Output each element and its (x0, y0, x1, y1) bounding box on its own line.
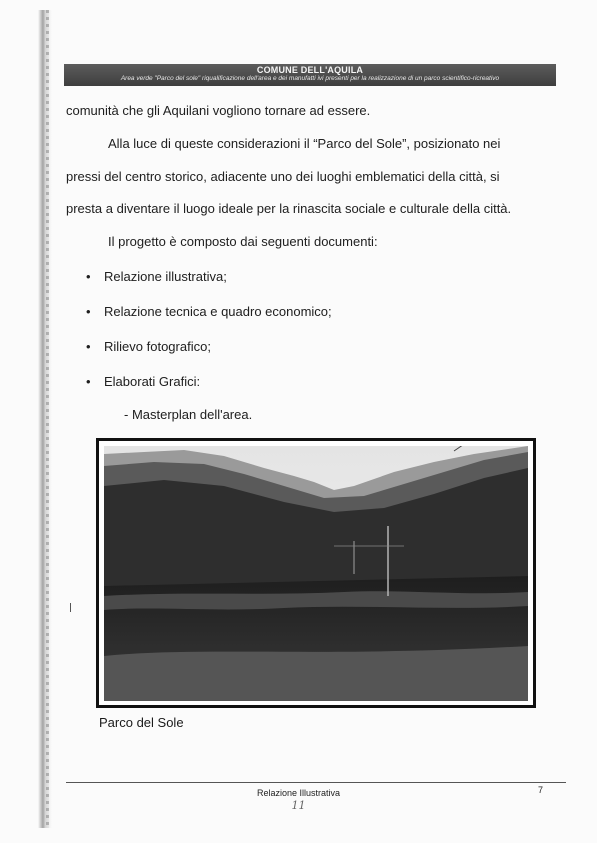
page-number: 7 (538, 785, 544, 795)
list-item-label: Relazione illustrativa; (104, 269, 227, 284)
paragraph-line-1: Alla luce di queste considerazioni il “Parco del Sole”, posizionato nei (108, 136, 501, 151)
bullet-icon: • (86, 374, 91, 389)
scan-binding-holes (46, 10, 49, 828)
footer-label: Relazione Illustrativa (256, 788, 341, 798)
header-banner (64, 64, 556, 86)
paragraph-line-2: pressi del centro storico, adiacente uno dei luoghi emblematici della città, si (66, 169, 500, 184)
scan-binding-edge (38, 10, 52, 828)
bullet-icon: • (86, 304, 91, 319)
bullet-icon: • (86, 339, 91, 354)
handwritten-page-number: 11 (291, 799, 306, 812)
paragraph-continuation: comunità che gli Aquilani vogliono tornare ad essere. (66, 103, 371, 118)
margin-mark (70, 603, 71, 612)
figure-caption: Parco del Sole (99, 715, 184, 730)
park-landscape-image (104, 446, 528, 701)
list-item-label: Relazione tecnica e quadro economico; (104, 304, 332, 319)
sub-list-item: - Masterplan dell'area. (124, 407, 253, 422)
bullet-icon: • (86, 269, 91, 284)
header-title: COMUNE DELL'AQUILA (256, 65, 364, 75)
list-item (86, 339, 211, 354)
footer-divider (66, 782, 566, 783)
header-subtitle: Area verde "Parco del sole" riqualificazione dell'area e dei manufatti ivi presenti per la realizzazione di un parco scientifico-ricreativo (120, 75, 500, 82)
list-item (86, 374, 200, 389)
list-item (86, 304, 332, 319)
list-item (86, 269, 227, 284)
list-item-label: Elaborati Grafici: (104, 374, 201, 389)
landscape-photo (104, 446, 528, 701)
paragraph-line-3: presta a diventare il luogo ideale per la rinascita sociale e culturale della città. (66, 201, 512, 216)
photo-frame (96, 438, 536, 708)
documents-intro: Il progetto è composto dai seguenti documenti: (108, 234, 378, 249)
list-item-label: Rilievo fotografico; (104, 339, 211, 354)
